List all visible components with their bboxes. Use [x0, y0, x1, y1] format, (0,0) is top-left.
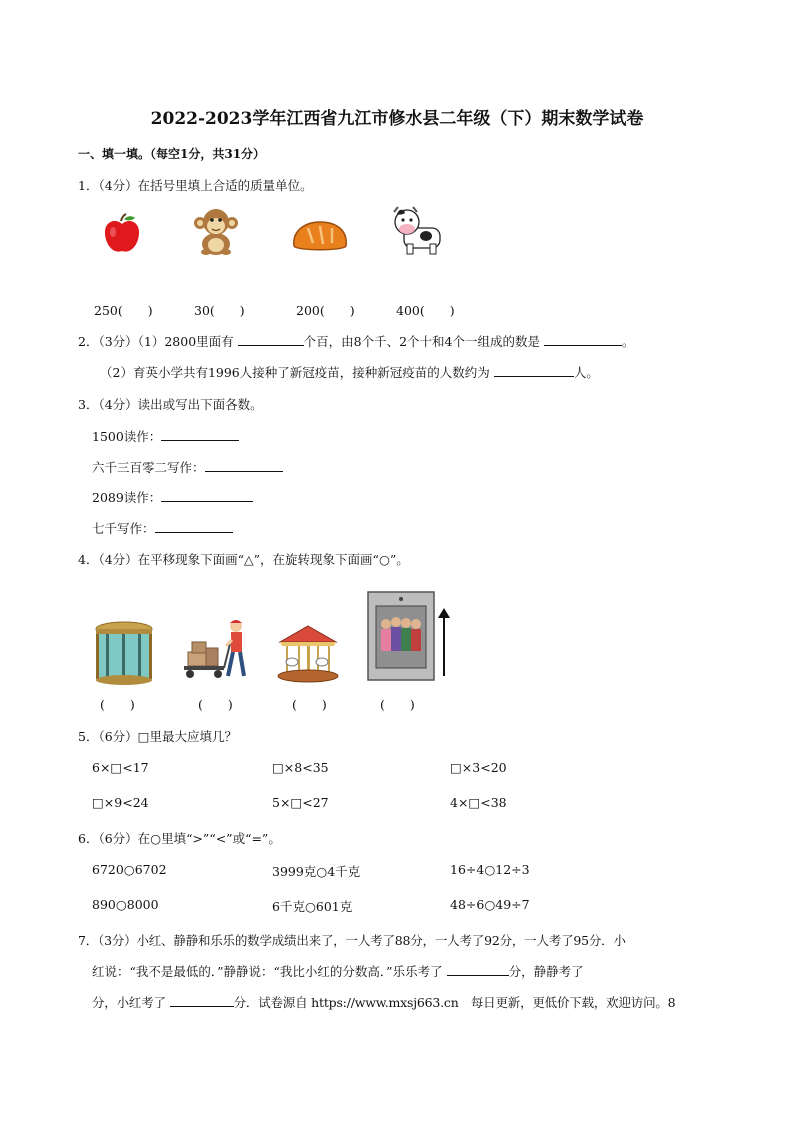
question-7-line-3: 分，小红考了 分．试卷源自 https://www.mxsj663.cn 每日更新，更低价下载，欢迎访问。8	[92, 995, 676, 1010]
q6-item[interactable]: 48÷6○49÷7	[450, 897, 530, 912]
q1-answer-monkey[interactable]: 30( )	[194, 303, 245, 318]
q5-item[interactable]: 6×□<17	[92, 760, 149, 775]
cart-push-icon	[180, 616, 252, 686]
q1-answer-cow[interactable]: 400( )	[396, 303, 455, 318]
bread-icon	[290, 218, 350, 254]
q5-item[interactable]: □×8<35	[272, 760, 329, 775]
q4-answer-elevator[interactable]: ( )	[380, 697, 415, 712]
q3-item-3: 2089读作：	[92, 488, 253, 506]
question-5-label: 5．（6分）□里最大应填几？	[78, 729, 237, 744]
q6-item[interactable]: 890○8000	[92, 897, 159, 912]
q5-item[interactable]: □×3<20	[450, 760, 507, 775]
q5-item[interactable]: 5×□<27	[272, 795, 329, 810]
q3-blank-4[interactable]	[155, 520, 233, 533]
question-7-line-2: 红说：“我不是最低的．”静静说：“我比小红的分数高．”乐乐考了 分，静静考了	[92, 964, 584, 979]
question-2-line-2: （2）育英小学共有1996人接种了新冠疫苗，接种新冠疫苗的人数约为 人。	[100, 365, 599, 380]
question-1-label: 1．（4分）在括号里填上合适的质量单位。	[78, 178, 313, 193]
q6-item[interactable]: 6千克○601克	[272, 899, 353, 914]
q5-item[interactable]: □×9<24	[92, 795, 149, 810]
q3-item-4: 七千写作：	[92, 519, 233, 537]
revolving-door-icon	[94, 620, 154, 686]
cow-icon	[390, 204, 448, 258]
question-4-label: 4．（4分）在平移现象下面画“△”，在旋转现象下面画“○”。	[78, 552, 409, 567]
q6-item[interactable]: 3999克○4千克	[272, 864, 361, 879]
q6-item[interactable]: 6720○6702	[92, 862, 167, 877]
elevator-icon	[364, 588, 456, 686]
section-heading: 一、填一填。（每空1分，共31分）	[78, 147, 266, 161]
q1-answer-apple[interactable]: 250( )	[94, 303, 153, 318]
page-title: 2022-2023学年江西省九江市修水县二年级（下）期末数学试卷	[150, 109, 644, 129]
q3-blank-1[interactable]	[161, 428, 239, 441]
q2-blank-number[interactable]	[544, 333, 622, 346]
q2-blank-hundreds[interactable]	[238, 333, 304, 346]
q3-item-2: 六千三百零二写作：	[92, 458, 283, 476]
q3-item-1: 1500读作：	[92, 427, 239, 445]
carousel-icon	[276, 624, 340, 686]
question-3-label: 3．（4分）读出或写出下面各数。	[78, 397, 263, 412]
q3-blank-3[interactable]	[161, 489, 253, 502]
question-7-line-1: 7．（3分）小红、静静和乐乐的数学成绩出来了，一人考了88分，一人考了92分，一人考了95分．小	[78, 933, 626, 948]
question-6-label: 6．（6分）在○里填“>”“<”或“=”。	[78, 831, 281, 846]
monkey-icon	[192, 206, 240, 256]
q2-blank-estimate[interactable]	[494, 364, 574, 377]
q7-blank-lele[interactable]	[447, 963, 509, 976]
q1-answer-bread[interactable]: 200( )	[296, 303, 355, 318]
q5-item[interactable]: 4×□<38	[450, 795, 507, 810]
question-2-line-1: 2．（3分）（1）2800里面有 个百，由8个千、2个十和4个一组成的数是 。	[78, 334, 635, 349]
q7-blank-xiaohong[interactable]	[170, 994, 234, 1007]
q4-answer-carousel[interactable]: ( )	[292, 697, 327, 712]
q4-answer-cart[interactable]: ( )	[198, 697, 233, 712]
apple-icon	[100, 212, 144, 256]
q6-item[interactable]: 16÷4○12÷3	[450, 862, 530, 877]
q4-answer-door[interactable]: ( )	[100, 697, 135, 712]
q3-blank-2[interactable]	[205, 459, 283, 472]
